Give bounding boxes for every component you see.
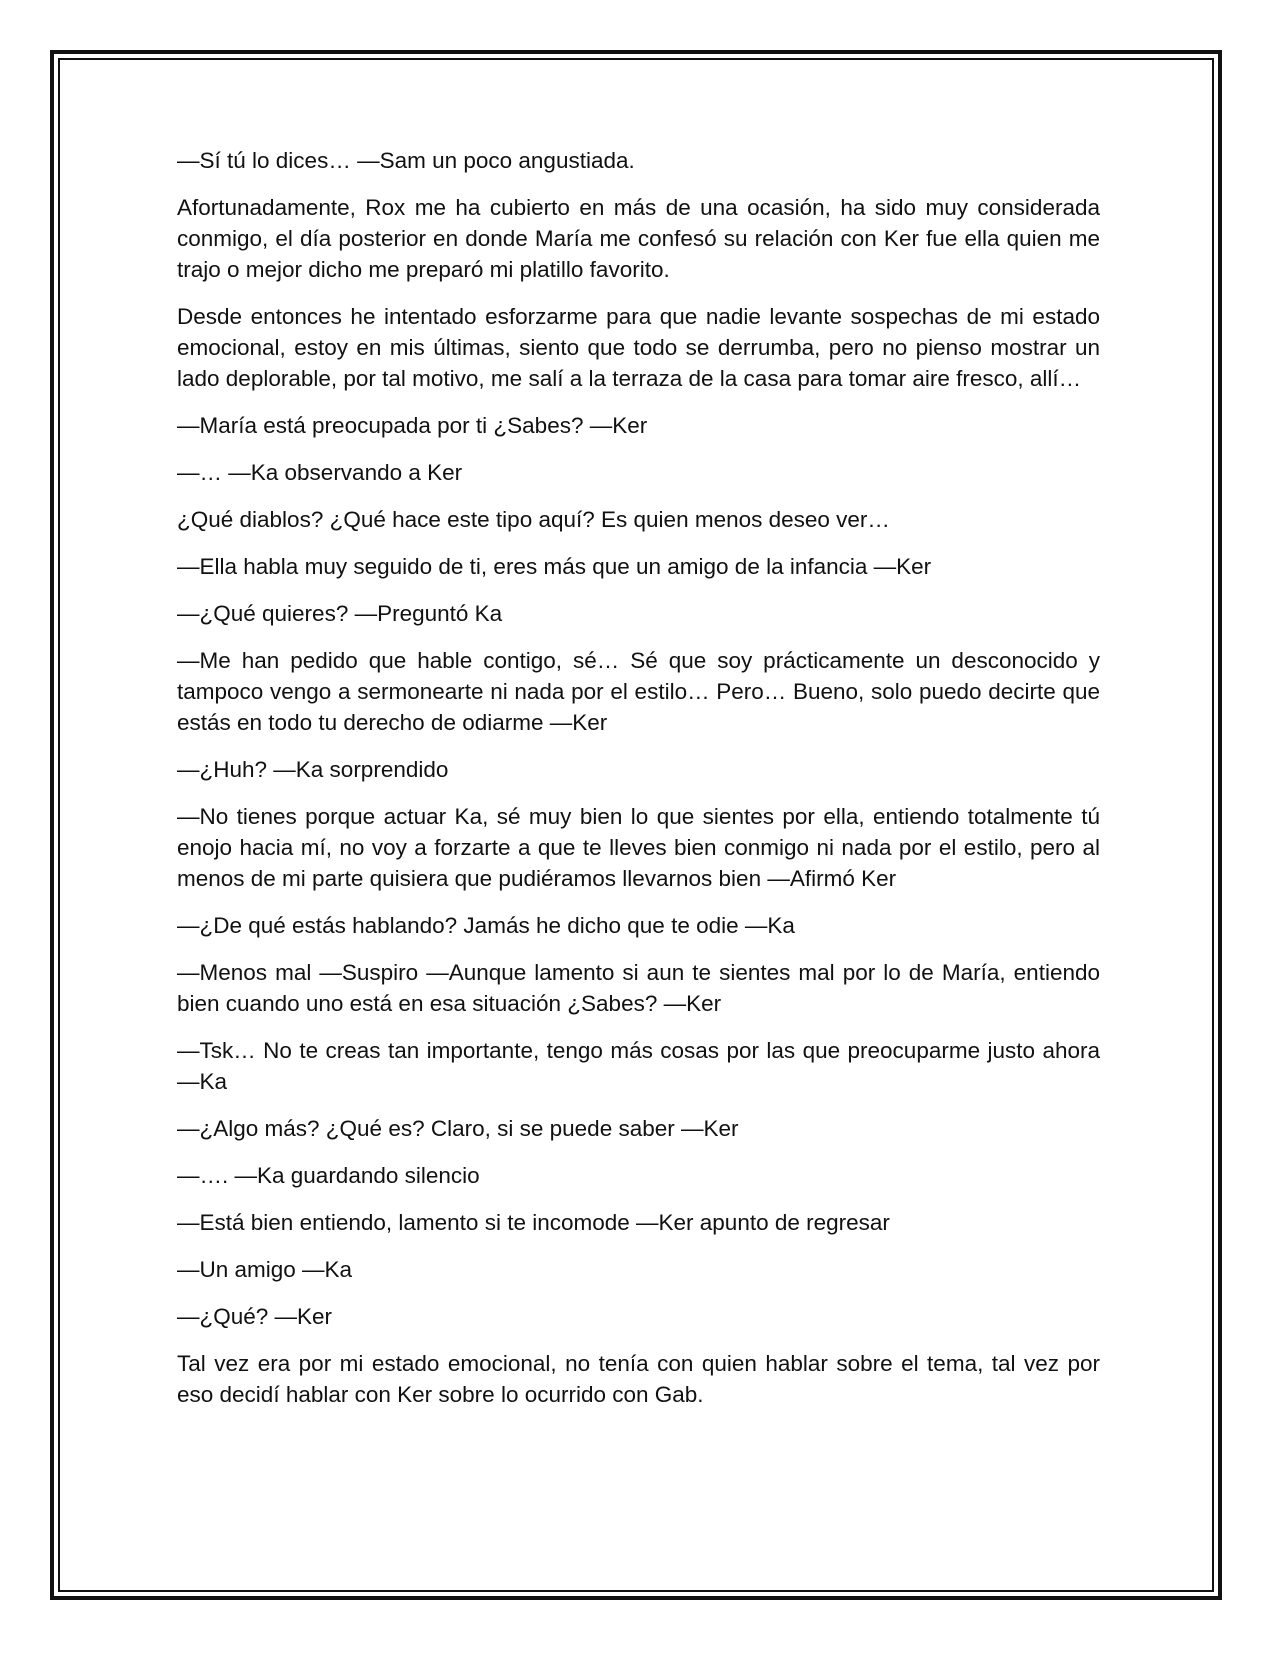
paragraph: —¿Qué quieres? —Preguntó Ka xyxy=(177,601,503,626)
paragraph: Desde entonces he intentado esforzarme para que nadie levante sospechas de mi estado emocional, estoy en mis últimas, siento que todo se derrumba, pero no pienso mostrar un lado deplorable, por tal motivo, me salí a la terraza de la casa para tomar aire fresco, allí… xyxy=(177,304,1100,391)
paragraph: —Está bien entiendo, lamento si te incomode —Ker apunto de regresar xyxy=(177,1210,890,1235)
paragraph: Tal vez era por mi estado emocional, no tenía con quien hablar sobre el tema, tal vez por eso decidí hablar con Ker sobre lo ocurrido con Gab. xyxy=(177,1351,1100,1407)
paragraph: —… —Ka observando a Ker xyxy=(177,460,463,485)
paragraph: —…. —Ka guardando silencio xyxy=(177,1163,480,1188)
paragraph: —¿De qué estás hablando? Jamás he dicho que te odie —Ka xyxy=(177,913,795,938)
document-body xyxy=(177,145,1100,1426)
paragraph: —Menos mal —Suspiro —Aunque lamento si aun te sientes mal por lo de María, entiendo bien cuando uno está en esa situación ¿Sabes? —Ker xyxy=(177,960,1100,1016)
paragraph: —Me han pedido que hable contigo, sé… Sé que soy prácticamente un desconocido y tampoco vengo a sermonearte ni nada por el estilo… Pero… Bueno, solo puedo decirte que estás en todo tu derecho de odiarme —Ker xyxy=(177,648,1100,735)
paragraph: —María está preocupada por ti ¿Sabes? —Ker xyxy=(177,413,648,438)
paragraph: Afortunadamente, Rox me ha cubierto en más de una ocasión, ha sido muy considerada conmigo, el día posterior en donde María me confesó su relación con Ker fue ella quien me trajo o mejor dicho me preparó mi platillo favorito. xyxy=(177,195,1100,282)
paragraph: —¿Qué? —Ker xyxy=(177,1304,333,1329)
paragraph: —Ella habla muy seguido de ti, eres más que un amigo de la infancia —Ker xyxy=(177,554,932,579)
paragraph: —¿Algo más? ¿Qué es? Claro, si se puede saber —Ker xyxy=(177,1116,739,1141)
paragraph: —No tienes porque actuar Ka, sé muy bien lo que sientes por ella, entiendo totalmente tú enojo hacia mí, no voy a forzarte a que te lleves bien conmigo ni nada por el estilo, pero al menos de mi parte quisiera que pudiéramos llevarnos bien —Afirmó Ker xyxy=(177,804,1100,891)
paragraph: —¿Huh? —Ka sorprendido xyxy=(177,757,449,782)
paragraph: —Un amigo —Ka xyxy=(177,1257,353,1282)
paragraph: ¿Qué diablos? ¿Qué hace este tipo aquí? Es quien menos deseo ver… xyxy=(177,507,890,532)
paragraph: —Tsk… No te creas tan importante, tengo más cosas por las que preocuparme justo ahora —Ka xyxy=(177,1038,1100,1094)
paragraph: —Sí tú lo dices… —Sam un poco angustiada. xyxy=(177,148,635,173)
